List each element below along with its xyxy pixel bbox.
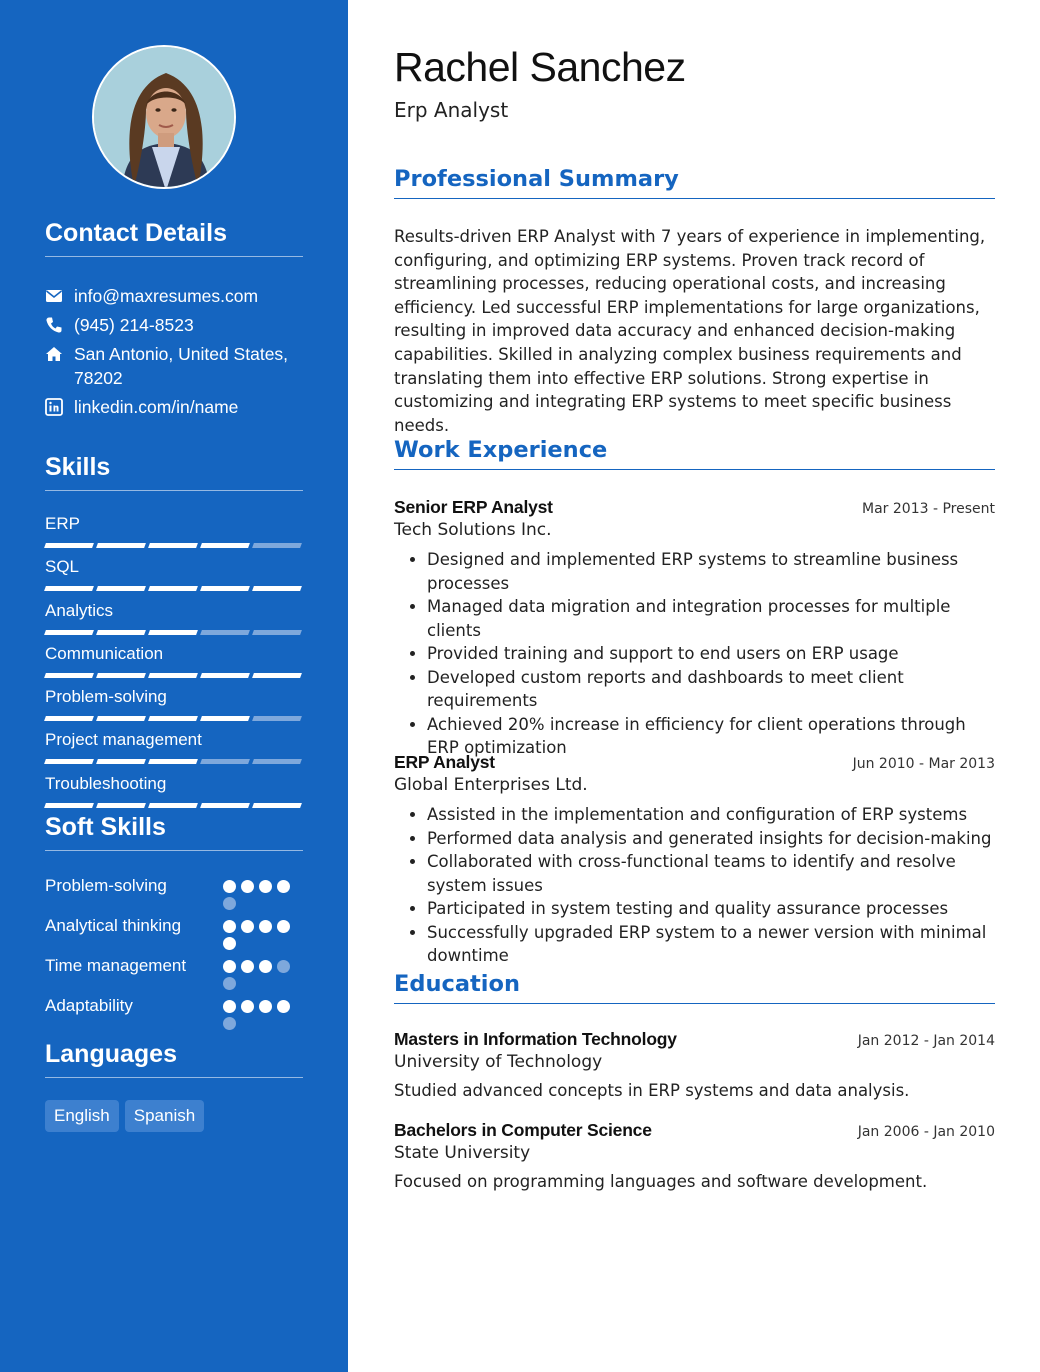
skill-level-segment [200, 673, 250, 678]
skills-heading: Skills [45, 453, 303, 491]
skill-level-segment [148, 630, 198, 635]
job-title: ERP Analyst [394, 752, 495, 772]
summary-text: Results-driven ERP Analyst with 7 years of experience in implementing, configuring, and optimizing ERP systems. Proven track record of streamlining processes, reducing operational costs, and increasing efficiency. Led successful ERP implementations for large organizations, resulting in improved data accuracy and enhanced decision-making capabilities. Skilled in analyzing complex business requirements and translating them into effective ERP solutions. Strong expertise in customizing and integrating ERP systems to meet specific business needs. [394, 227, 986, 435]
skill-level-segment [200, 630, 250, 635]
skill-name: Problem-solving [45, 687, 167, 707]
job-bullet: • Participated in system testing and quality assurance processes [427, 897, 995, 921]
job-company: Global Enterprises Ltd. [394, 775, 588, 795]
rating-dot [277, 880, 290, 893]
skill-level-segment [252, 586, 302, 591]
skill-level-segment [200, 543, 250, 548]
candidate-name: Rachel Sanchez [394, 44, 686, 90]
rating-dot [223, 960, 236, 973]
rating-dot [259, 880, 272, 893]
skill-level-bar [45, 673, 303, 678]
rating-dot [259, 960, 272, 973]
rating-dot [241, 1000, 254, 1013]
skill-level-segment [96, 543, 146, 548]
skill-level-segment [200, 586, 250, 591]
skill-level-bar [45, 630, 303, 635]
skill-level-segment [44, 673, 94, 678]
soft-skill-name: Adaptability [45, 996, 133, 1015]
skill-level-segment [44, 586, 94, 591]
contact-linkedin[interactable] [45, 395, 303, 419]
rating-dot [223, 1017, 236, 1030]
skill-level-segment [44, 630, 94, 635]
linkedin-icon [45, 398, 63, 416]
experience-heading: Work Experience [394, 437, 995, 470]
languages-list [45, 1100, 204, 1132]
soft-skill-item [45, 914, 303, 950]
education-dates: Jan 2006 - Jan 2010 [857, 1124, 995, 1140]
phone-icon [45, 316, 63, 334]
education-entry [394, 1029, 995, 1103]
skill-item [45, 599, 303, 642]
soft-skill-rating [223, 874, 303, 910]
soft-skill-name: Analytical thinking [45, 916, 182, 935]
contact-address [45, 342, 303, 390]
job-bullet: • Designed and implemented ERP systems to streamline business processes [427, 548, 995, 595]
soft-skill-item [45, 994, 303, 1030]
education-description: Focused on programming languages and software development. [394, 1172, 928, 1191]
rating-dot [277, 920, 290, 933]
job-bullet: • Developed custom reports and dashboards to meet client requirements [427, 666, 995, 713]
skill-level-segment [200, 759, 250, 764]
job-bullet: • Collaborated with cross-functional teams to identify and resolve system issues [427, 850, 995, 897]
job-bullet: • Managed data migration and integration processes for multiple clients [427, 595, 995, 642]
rating-dot [223, 897, 236, 910]
soft-skill-item [45, 954, 303, 990]
degree-title: Bachelors in Computer Science [394, 1120, 652, 1140]
rating-dot [241, 920, 254, 933]
email-text: info@maxresumes.com [74, 286, 259, 306]
soft-skill-name: Time management [45, 956, 187, 975]
skill-level-segment [148, 759, 198, 764]
job-bullets [427, 548, 995, 760]
skill-level-segment [44, 716, 94, 721]
soft-skill-rating [223, 954, 303, 990]
envelope-icon [45, 287, 63, 305]
education-dates: Jan 2012 - Jan 2014 [857, 1033, 995, 1049]
education-entry [394, 1120, 995, 1194]
soft-skills-list [45, 874, 303, 1034]
skill-item [45, 642, 303, 685]
rating-dot [223, 937, 236, 950]
contact-list [45, 284, 303, 424]
rating-dot [241, 960, 254, 973]
rating-dot [259, 920, 272, 933]
home-icon [45, 345, 63, 363]
rating-dot [223, 920, 236, 933]
skill-level-bar [45, 543, 303, 548]
skill-item [45, 728, 303, 771]
education-heading: Education [394, 971, 995, 1004]
rating-dot [223, 880, 236, 893]
soft-skill-name: Problem-solving [45, 876, 167, 895]
phone-text: (945) 214-8523 [74, 315, 194, 335]
skill-level-segment [252, 803, 302, 808]
school-name: University of Technology [394, 1052, 603, 1072]
job-dates: Jun 2010 - Mar 2013 [852, 756, 995, 772]
skill-level-segment [148, 543, 198, 548]
job-title: Senior ERP Analyst [394, 497, 553, 517]
skill-level-segment [96, 716, 146, 721]
skill-level-segment [252, 759, 302, 764]
contact-email[interactable] [45, 284, 303, 308]
skill-name: Project management [45, 730, 202, 750]
skill-level-segment [96, 586, 146, 591]
soft-skill-item [45, 874, 303, 910]
skill-item [45, 512, 303, 555]
soft-skill-rating [223, 994, 303, 1030]
rating-dot [277, 1000, 290, 1013]
skill-level-bar [45, 803, 303, 808]
linkedin-text: linkedin.com/in/name [74, 397, 239, 417]
rating-dot [241, 880, 254, 893]
profile-photo [92, 45, 236, 189]
skills-list [45, 512, 303, 815]
job-entry [394, 497, 995, 760]
skill-level-bar [45, 759, 303, 764]
candidate-role: Erp Analyst [394, 98, 509, 122]
skill-name: Communication [45, 643, 164, 663]
skill-name: SQL [45, 557, 80, 577]
contact-phone[interactable] [45, 313, 303, 337]
skill-level-segment [252, 716, 302, 721]
skill-level-segment [96, 673, 146, 678]
skill-item [45, 685, 303, 728]
job-bullet: • Assisted in the implementation and configuration of ERP systems [427, 803, 995, 827]
degree-title: Masters in Information Technology [394, 1029, 677, 1049]
skill-level-bar [45, 586, 303, 591]
skill-level-segment [200, 716, 250, 721]
job-bullet: • Successfully upgraded ERP system to a newer version with minimal downtime [427, 921, 995, 968]
skill-name: Troubleshooting [45, 773, 167, 793]
skill-level-segment [44, 803, 94, 808]
skill-name: ERP [45, 514, 80, 533]
skill-level-bar [45, 716, 303, 721]
education-description: Studied advanced concepts in ERP systems and data analysis. [394, 1081, 910, 1100]
languages-heading: Languages [45, 1040, 303, 1078]
language-tag: English [45, 1100, 119, 1132]
skill-level-segment [148, 586, 198, 591]
summary-heading: Professional Summary [394, 166, 995, 199]
school-name: State University [394, 1143, 531, 1163]
job-bullet: • Provided training and support to end users on ERP usage [427, 642, 995, 666]
skill-level-segment [44, 759, 94, 764]
rating-dot [223, 1000, 236, 1013]
skill-level-segment [252, 543, 302, 548]
soft-skill-rating [223, 914, 303, 950]
rating-dot [259, 1000, 272, 1013]
skill-level-segment [96, 759, 146, 764]
job-bullets [427, 803, 995, 968]
skill-level-segment [252, 673, 302, 678]
skill-level-segment [252, 630, 302, 635]
skill-level-segment [148, 673, 198, 678]
skill-item [45, 772, 303, 815]
skill-name: Analytics [45, 600, 114, 620]
soft-skills-heading: Soft Skills [45, 813, 303, 851]
job-bullet: • Performed data analysis and generated insights for decision-making [427, 827, 995, 851]
skill-level-segment [96, 803, 146, 808]
job-bullet: • Achieved 20% increase in efficiency for client operations through ERP optimization [427, 713, 995, 760]
contact-heading: Contact Details [45, 219, 303, 257]
job-entry [394, 752, 995, 968]
skill-level-segment [44, 543, 94, 548]
rating-dot [277, 960, 290, 973]
skill-level-segment [148, 716, 198, 721]
sidebar [0, 0, 348, 1372]
language-tag: Spanish [125, 1100, 204, 1132]
skill-item [45, 555, 303, 598]
job-company: Tech Solutions Inc. [394, 520, 552, 540]
avatar-illustration [94, 47, 236, 189]
address-text: San Antonio, United States, 78202 [74, 344, 289, 388]
job-dates: Mar 2013 - Present [862, 501, 995, 517]
skill-level-segment [200, 803, 250, 808]
skill-level-segment [96, 630, 146, 635]
rating-dot [223, 977, 236, 990]
skill-level-segment [148, 803, 198, 808]
